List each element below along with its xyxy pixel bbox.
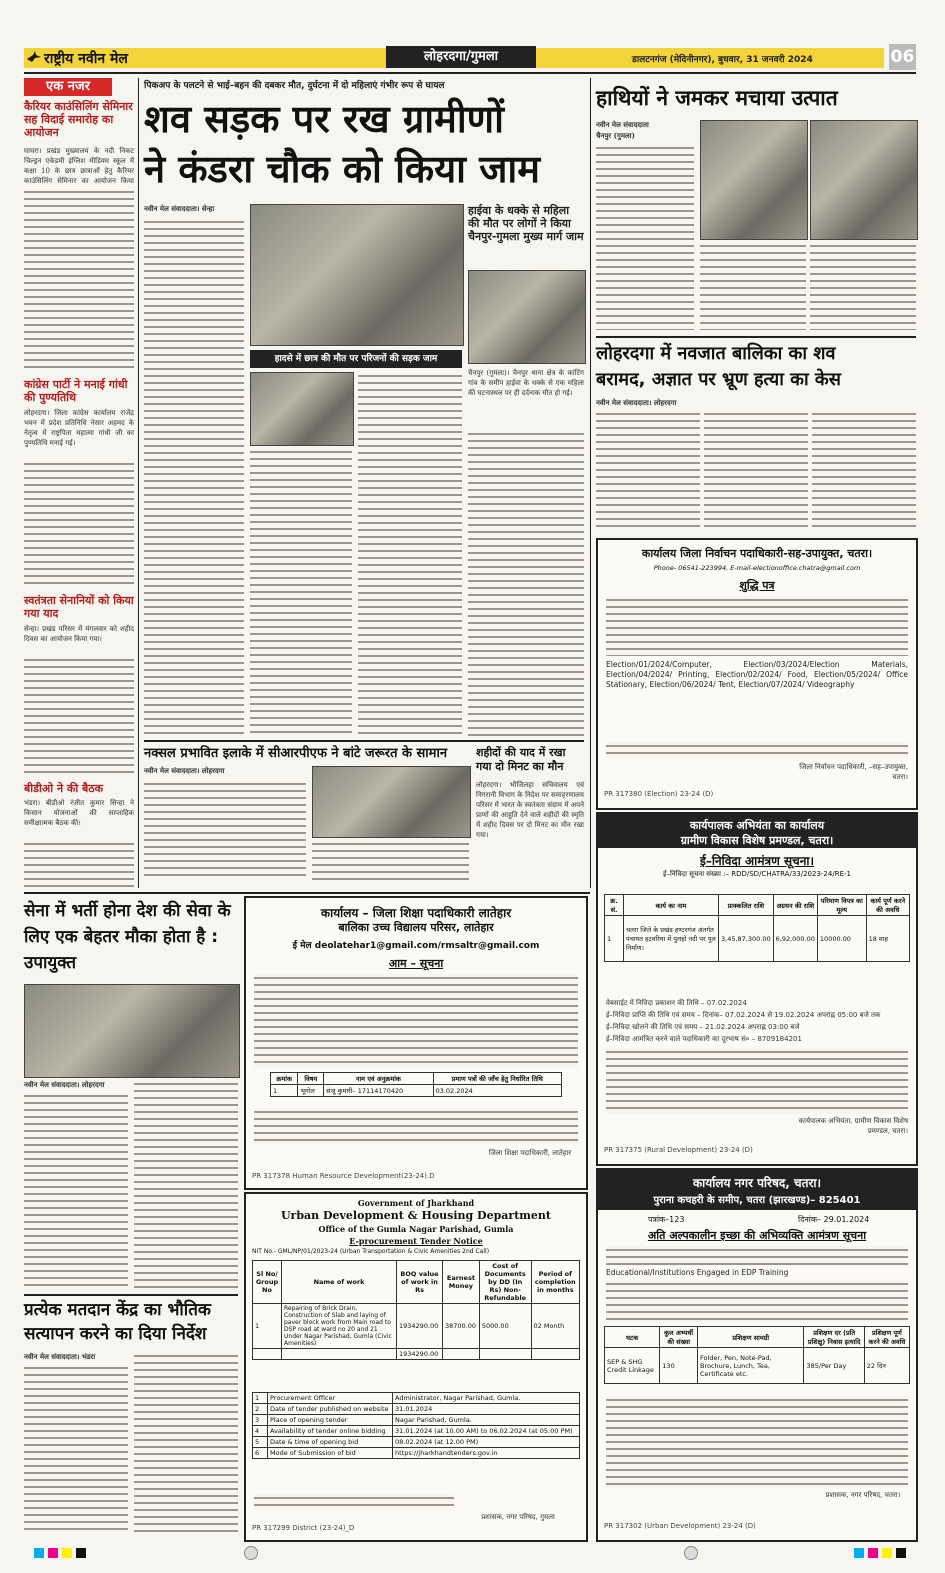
dateline: डालटनगंज (मेदिनीनगर), बुधवार, 31 जनवरी 2024 [632,55,813,65]
newborn-body-col3 [812,410,916,530]
nagar-intro: Educational/Institutions Engaged in EDP Training [606,1268,789,1277]
table-cell: Place of opening tender [268,1415,393,1426]
rural-notice [596,812,918,1166]
table-header: प्रशिक्षण पूर्ण करने की अवधि [864,1327,909,1348]
nagar-patrank: पत्रांक–123 [648,1215,685,1224]
lead-body-col2 [250,448,352,738]
table-cell-total: 1934290.00 [397,1349,443,1360]
udhd-title: E-procurement Tender Notice [349,1236,483,1246]
polling-headline: प्रत्येक मतदान केंद्र का भौतिक सत्यापन करने का दिया निर्देश [24,1300,211,1344]
footer-register-circle-icon [684,1546,698,1560]
rural-signatory: कार्यपालक अभियंता, ग्रामीण विकास विशेष प्रमण्डल, चतरा। [798,1117,908,1135]
rural-date-item: ई–निविदा आमंत्रित करने वाले पदाधिकारी का दूरभाष सं० – 8709184201 [606,1035,802,1043]
table-cell: 18 माह [866,916,909,962]
nagar-table [604,1326,910,1384]
table-header: प्रमाण पत्रों की जाँच हेतु निर्धारित तिथि [433,1073,561,1085]
rural-body [606,1048,908,1114]
table-header: Earnest Money [443,1261,480,1304]
table-cell: Administrator, Nagar Parishad, Gumla. [393,1393,580,1404]
army-body-col2 [134,1080,238,1290]
table-header: क्रमांक [271,1073,298,1085]
edu-email: ई मेल deolatehar1@gmail.com/rmsaltr@gmail.com [292,941,540,951]
table-cell: 3 [253,1415,268,1426]
newborn-headline-line1: लोहरदगा में नवजात बालिका का शव [596,343,836,364]
table-cell: 1 [253,1393,268,1404]
elephant-photo-1 [700,120,808,240]
table-row [605,1348,910,1384]
election-body [606,596,908,656]
udhd-notice [244,1192,588,1542]
table-cell: 31.01.2024 (at 10.00 AM) to 06.02.2024 (at 05:00 PM) [393,1426,580,1437]
table-header: कार्य का नाम [624,895,719,916]
footer-swatch [34,1548,44,1558]
rural-date-item: ई–निविदा खोलने की तिथि एवं समय – 21.02.2024 अपराह्न 03:00 बजे [606,1023,800,1031]
crpf-photo [312,766,471,838]
table-header: नाम एवं अनुक्रमांक [324,1073,433,1085]
edu-office-line1: कार्यालय – जिला शिक्षा पदाधिकारी लातेहार [320,906,512,920]
udhd-signatory: प्रशासक, नगर परिषद, गुमला [481,1513,555,1521]
footer-swatch [76,1548,86,1558]
ek-nazar-item-title: बीडीओ ने की बैठक [24,782,104,795]
footer-swatch [62,1548,72,1558]
table-cell: भूगोल [298,1085,324,1097]
section-rule [24,892,590,894]
crpf-byline: नवीन मेल संवाददाता। लोहरदगा [144,766,225,775]
table-cell: 130 [660,1348,698,1384]
ek-nazar-item-lead: सेन्हा। प्रखंड परिसर में मंगलवार को शहीद दिवस का आयोजन किया गया। [24,625,134,643]
section-rule [144,740,584,742]
lead-headline-line2: ने कंडरा चौक को किया जाम [144,147,540,191]
table-cell: 38700.00 [443,1304,480,1349]
edu-title: आम – सूचना [388,957,444,970]
table-cell: 6 [253,1448,268,1459]
table-row [253,1448,580,1459]
polling-body-col2 [134,1352,238,1534]
table-cell: 03.02.2024 [433,1085,561,1097]
election-pr: PR 317380 (Election) 23-24 (D) [604,790,714,798]
rural-office-line1: कार्यपालक अभियंता का कार्यालय [689,819,825,832]
haiwa-photo [468,270,586,364]
table-cell: 31.01.2024 [393,1404,580,1415]
table-cell: 6,92,000.00 [773,916,817,962]
table-cell: 02 Month [531,1304,579,1349]
haiwa-headline: हाईवा के धक्के से महिला की मौत पर लोगों ने किया चैनपुर-गुमला मुख्य मार्ग जाम [468,204,584,243]
udhd-pr: PR 317299 District (23-24)_D [252,1524,355,1532]
table-header: कार्य पूर्ण करने की अवधि [866,895,909,916]
table-cell: Folder, Pen, Note-Pad, Brochure, Lunch, Tea, Certificate etc. [698,1348,804,1384]
lead-photo-2 [250,372,354,446]
footer-color-bar [24,1546,916,1560]
table-row [271,1085,562,1097]
elephant-photo-2 [810,120,918,240]
elephant-dateline: चैनपुर (गुमला) [596,131,635,140]
election-notice [596,538,918,810]
table-header: BOQ value of work in Rs [397,1261,443,1304]
table-cell: 08.02.2024 (at 12.00 PM) [393,1437,580,1448]
election-office: कार्यालय जिला निर्वाचन पदाधिकारी-सह-उपायुक्त, चतरा। [641,547,873,560]
nagar-title: अति अल्पकालीन इच्छा की अभिव्यक्ति आमंत्रण सूचना [647,1229,867,1242]
edu-signatory: जिला शिक्षा पदाधिकारी, लातेहार [488,1149,572,1157]
nagar-office-line1: कार्यालय नगर परिषद, चतरा। [692,1176,822,1190]
udhd-schedule [252,1392,580,1459]
lead-headline-line1: शव सड़क पर रख ग्रामीणों [144,97,504,141]
table-cell: 2 [253,1404,268,1415]
lead-body-col3 [358,372,462,738]
edu-table [270,1072,562,1097]
table-cell: 22 दिन [864,1348,909,1384]
lead-kicker: पिकअप के पलटने से भाई–बहन की दबकर मौत, दुर्घटना में दो महिलाएं गंभीर रूप से घायल [144,81,445,91]
table-row [253,1404,580,1415]
table-cell: चतरा जिले के प्रखंड हण्टरगंज अंतर्गत पंचायत हटवरिया में पुलहो नदी पर पुल निर्माण। [624,916,719,962]
rural-pr: PR 317375 (Rural Development) 23-24 (D) [604,1146,753,1154]
table-cell: Repairing of Brick Drain, Construction of Slab and laying of paver block work from Main road to DSP road at ward no 20 and 21 Under Nagar Parishad, Gumla (Civic Amenities) [282,1304,397,1349]
table-header: प्रशिक्षण दर (प्रति प्रशिक्षु) निवास इत्यादि [804,1327,864,1348]
election-body-2 [606,742,908,758]
udhd-notes [254,1494,454,1510]
table-header: परिमाण विपत्र का मूल्य [817,895,866,916]
ek-nazar-item-body [24,188,134,373]
table-cell: 5 [253,1437,268,1448]
ek-nazar-item-body [24,840,134,888]
table-header: कुल अभ्यर्थी की संख्या [660,1327,698,1348]
election-title: शुद्धि पत्र [739,579,775,592]
nagar-body-2 [606,1280,908,1322]
elephant-byline: नवीन मेल संवाददाता [596,120,649,129]
udhd-table [252,1260,580,1360]
martyr-headline: शहीदों की याद में रखा गया दो मिनट का मौन [476,746,566,773]
footer-swatch [882,1548,892,1558]
footer-swatch [896,1548,906,1558]
table-cell: Procurement Officer [268,1393,393,1404]
udhd-dept: Urban Development & Housing Department [280,1209,552,1222]
nagar-terms [606,1396,908,1488]
education-notice [244,896,588,1190]
rural-date-item: वेबसाईट में निविदा प्रकाशन की तिथि – 07.02.2024 [606,999,747,1007]
election-signatory: जिला निर्वाचन पदाधिकारी, –सह–उपायुक्त, चतरा। [799,763,908,781]
footer-swatch [48,1548,58,1558]
table-header: क्र. सं. [605,895,624,916]
table-header: Cost of Documents by DD (In Rs) Non-Refundable [479,1261,531,1304]
haiwa-lead: चैनपुर (गुमला)। चैनपुर थाना क्षेत्र के कांटिंग गांव के समीप हाईवा के धक्के से एक महिला की घटनास्थल पर ही दर्दनाक मौत हो गई। [468,369,584,397]
election-tenders: Election/01/2024/Computer, Election/03/2024/Election Materials, Election/04/2024/ Printing, Election/02/2024/ Food, Election/05/2024/ Office Stationary, Election/06/2024/ Tent, Election/07/2024/ Videography [606,660,908,689]
table-cell: Availability of tender online bidding [268,1426,393,1437]
footer-register-circle-icon [244,1546,258,1560]
masthead [24,44,916,70]
table-cell: 1 [253,1304,282,1349]
table-header: प्राक्कलित राशि [719,895,774,916]
table-cell: 1 [271,1085,298,1097]
nagar-pr: PR 317302 (Urban Development) 23-24 (D) [604,1522,756,1530]
table-header: Name of work [282,1261,397,1304]
table-row [253,1393,580,1404]
table-row [253,1426,580,1437]
table-row [253,1304,580,1349]
crpf-body-2 [312,840,469,880]
polling-byline: नवीन मेल संवाददाता। भंडरा [24,1352,96,1361]
lead-byline: नवीन मेल संवाददाता। सेन्हा [144,204,215,213]
elephant-body-col2 [700,242,806,330]
table-header: विषय [298,1073,324,1085]
column-divider [590,78,591,888]
udhd-govt: Government of Jharkhand [357,1198,475,1208]
table-cell: 385/Per Day [804,1348,864,1384]
haiwa-body [468,430,584,738]
udhd-nit: NIT No.- GML/NP/01/2023-24 (Urban Transportation & Civic Amenities 2nd Call) [252,1248,490,1255]
table-header-row [253,1261,580,1304]
table-header: अग्रधन की राशि [773,895,817,916]
crpf-body [144,780,306,880]
table-header-row [605,895,910,916]
rural-table [604,894,910,962]
section-label: लोहरदगा/गुमला [386,46,536,68]
newborn-body-col2 [704,410,808,530]
table-cell: SEP & SHG Credit Linkage [605,1348,660,1384]
ek-nazar-item-lead: घाघरा। प्रखंड मुख्यालय के नदी निकट चिल्ड्रन एकेडमी इंग्लिश मीडियम स्कूल में कक्षा 10 के छात्र छात्राओं हेतु कैरियर काउंसिलिंग सेमिनार का आयोजन किया [24,147,134,185]
ek-nazar-item-title: स्वतंत्रता सेनानियों को किया गया याद [24,594,134,620]
table-cell: Date & time of opening bid [268,1437,393,1448]
udhd-office: Office of the Gumla Nagar Parishad, Gumla [318,1224,514,1234]
nagar-date: दिनांक– 29.01.2024 [798,1215,870,1224]
newborn-headline-line2: बरामद, अज्ञात पर भ्रूण हत्या का केस [596,369,841,390]
polling-body-col1 [24,1364,128,1534]
elephant-body-col3 [810,242,916,330]
elephant-headline: हाथियों ने जमकर मचाया उत्पात [596,86,838,110]
table-row [253,1349,580,1360]
lead-body-col1 [144,218,244,738]
martyr-lead: लोहरदगा। भौजिलहा सचिवालय एवं निगरानी विभाग के निदेश पर समाहरणालय परिसर में भारत के स्वतंत्रता संग्राम में अपने प्राणों की आहुति देने वाले शहीदों की स्मृति में शहीद दिवस पर दो मिनट का मौन रखा गया। [476,781,584,839]
ek-nazar-item-body [24,460,134,588]
footer-swatch [854,1548,864,1558]
table-header: Period of completion in months [531,1261,579,1304]
rural-date-item: ई–निविदा प्राप्ति की तिथि एवं समय – दिनांक– 07.02.2024 से 19.02.2024 अपराह्न 05:00 बजे तक [606,1011,881,1019]
paper-name: राष्ट्रीय नवीन मेल [44,51,128,67]
table-cell: Mode of Submission of bid [268,1448,393,1459]
table-cell: 5000.00 [479,1304,531,1349]
elephant-body-col1 [596,144,694,330]
nagar-office-line2: पुराना कचहरी के समीप, चतरा (झारखण्ड)– 825401 [653,1195,861,1206]
army-headline: सेना में भर्ती होना देश की सेवा के लिए एक बेहतर मौका होता है : उपायुक्त [24,901,231,973]
newborn-body-col1 [596,410,700,530]
ek-nazar-item-lead: भंडरा। बीडीओ रंजीत कुमार सिन्हा ने किसान योजनाओं की साप्ताहिक समीक्षात्मक बैठक की। [24,799,134,827]
ek-nazar-column [24,78,136,888]
edu-body [254,974,578,1068]
table-row [605,916,910,962]
edu-office-line2: बालिका उच्च विद्यालय परिसर, लातेहार [338,921,494,934]
table-cell: 1 [605,916,624,962]
table-cell: Nagar Parishad, Gumla. [393,1415,580,1426]
army-byline: नवीन मेल संवाददाता। लोहरदगा [24,1080,105,1089]
table-header-row [605,1327,910,1348]
ek-nazar-label: एक नजर [24,78,112,96]
table-header: Sl No/ Group No [253,1261,282,1304]
ek-nazar-item-title: कैरियर काउंसिलिंग सेमिनार सह विदाई समारोह का आयोजन [24,100,133,139]
lead-photo [250,204,464,346]
bird-logo-icon [26,49,42,65]
section-rule [596,336,916,338]
table-cell: 1934290.00 [397,1304,443,1349]
section-rule [24,1294,238,1296]
nagar-signatory: प्रशासक, नगर परिषद, चतरा। [825,1491,901,1499]
table-cell: https://jharkhandtenders.gov.in [393,1448,580,1459]
table-cell: 3,45,87,300.00 [719,916,774,962]
table-cell: 4 [253,1426,268,1437]
table-row [253,1415,580,1426]
table-header: प्रशिक्षण सामग्री [698,1327,804,1348]
election-contact: Phone- 06541-223994, E-mail-electionoffice.chatra@gmail.com [653,564,861,572]
nagar-body [606,1246,908,1266]
nagar-notice [596,1168,918,1542]
table-cell: Date of tender published on website [268,1404,393,1415]
lead-photo-caption: हादसे में छात्र की मौत पर परिजनों की सड़क जाम [250,350,462,368]
ek-nazar-item-title: कांग्रेस पार्टी ने मनाई गांधी की पुण्यतिथि [24,378,128,404]
edu-pr: PR 317378 Human Resource Development(23-24).D [252,1172,435,1180]
table-cell: 10000.00 [817,916,866,962]
table-cell: संजू कुमारी– 17114170420 [324,1085,433,1097]
table-row [253,1437,580,1448]
column-divider [138,78,139,888]
rural-title: ई–निविदा आमंत्रण सूचना। [699,854,815,868]
table-header: घटक [605,1327,660,1348]
ek-nazar-item-lead: लोहरदगा। जिला कांग्रेस कार्यालय राजेंद्र भवन में प्रदेश प्रतिनिधि नेसार अहमद के नेतृत्व में राष्ट्रपिता महात्मा गांधी जी का पुण्यतिथि मनाई गई। [24,409,134,447]
masthead-rule [24,72,916,74]
footer-swatch [868,1548,878,1558]
rural-ref: ई–निविदा सूचना संख्या :– RDD/SD/CHATRA/33/2023-24/RE-1 [663,870,851,878]
rural-office-line2: ग्रामीण विकास विशेष प्रमण्डल, चतरा। [680,834,834,847]
crpf-headline: नक्सल प्रभावित इलाके में सीआरपीएफ ने बांटे जरूरत के सामान [144,746,448,761]
newborn-byline: नवीन मेल संवाददाता। लोहरदगा [596,398,677,407]
ek-nazar-item-body [24,656,134,776]
army-body-col1 [24,1092,128,1290]
table-header-row [271,1073,562,1085]
page-number: 06 [889,44,916,70]
army-photo [24,984,240,1078]
edu-body-2 [254,1108,578,1144]
